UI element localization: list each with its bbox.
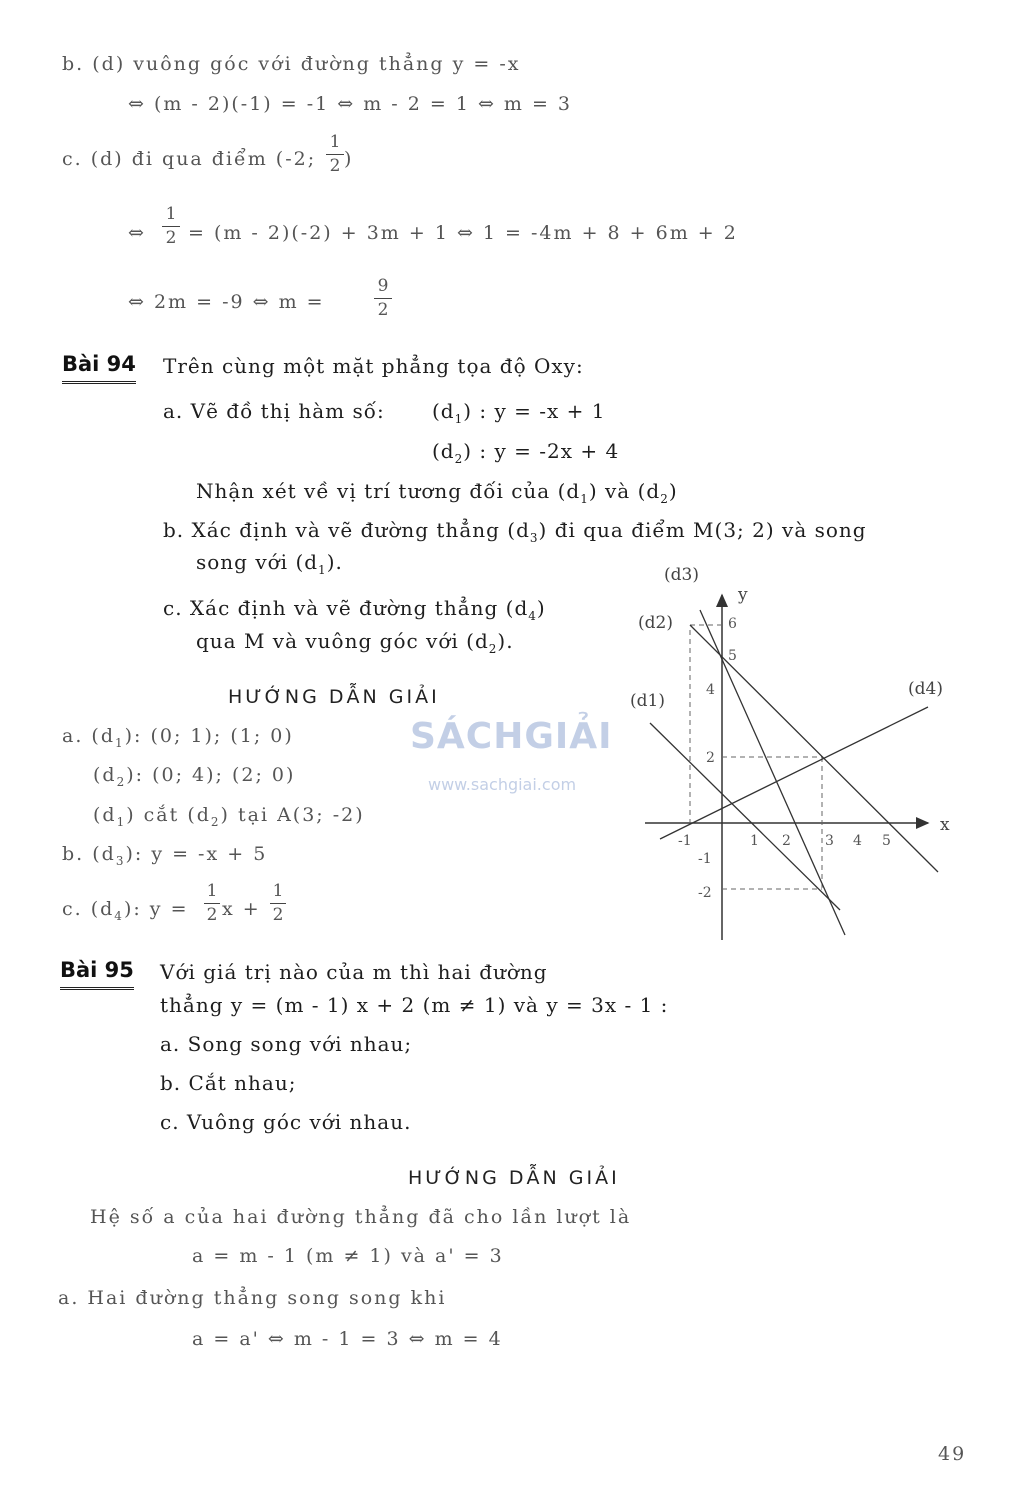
fraction: 1 2 — [204, 883, 220, 924]
function-d1: $(d_1)$ : y = -x + 1 — [432, 399, 606, 426]
exercise-text: a. Song song với nhau; — [160, 1032, 413, 1056]
y-tick: 4 — [706, 682, 715, 698]
solution-line: $(d_2)$: (0; 4); (2; 0) — [93, 764, 296, 789]
equation-line: ⇔ (m - 2)(-1) = -1 ⇔ m - 2 = 1 ⇔ m = 3 — [128, 93, 573, 115]
y-tick: 2 — [706, 750, 715, 766]
text-line: c. (d) đi qua điểm (-2; — [62, 148, 317, 170]
exercise-label: Bài 94 — [62, 352, 136, 376]
exercise-text: a. Vẽ đồ thị hàm số: — [163, 399, 385, 423]
exercise-text: Trên cùng một mặt phẳng tọa độ Oxy: — [163, 354, 584, 378]
y-tick: -2 — [698, 885, 712, 901]
coordinate-graph — [620, 560, 960, 950]
solution-line: c. $(d_4)$: y = — [62, 898, 189, 923]
x-tick: 1 — [750, 833, 759, 849]
x-tick: 4 — [853, 833, 862, 849]
solution-line: x + — [222, 898, 261, 920]
x-tick: 5 — [882, 833, 891, 849]
exercise-label: Bài 95 — [60, 958, 134, 982]
x-tick: -1 — [678, 833, 692, 849]
text-line: ) — [344, 148, 354, 170]
solution-line: a. Hai đường thẳng song song khi — [58, 1287, 447, 1309]
x-tick: 2 — [782, 833, 791, 849]
line-d1 — [650, 723, 840, 910]
solution-line: a. $(d_1)$: (0; 1); (1; 0) — [62, 725, 294, 750]
watermark-url: www.sachgiai.com — [428, 775, 577, 794]
fraction: 1 2 — [326, 134, 344, 175]
equation-line: = (m - 2)(-2) + 3m + 1 ⇔ 1 = -4m + 8 + 6m + 2 — [188, 222, 738, 244]
label-d4: (d4) — [908, 679, 943, 699]
exercise-text: b. Cắt nhau; — [160, 1071, 297, 1095]
exercise-text: Với giá trị nào của m thì hai đường — [160, 960, 548, 984]
section-heading: HƯỚNG DẪN GIẢI — [228, 686, 440, 708]
x-tick: 3 — [825, 833, 834, 849]
watermark-logo: SÁCHGIẢI — [410, 716, 613, 757]
y-tick: 6 — [728, 616, 737, 632]
label-d3: (d3) — [664, 565, 699, 585]
exercise-text: thẳng y = (m - 1) x + 2 (m ≠ 1) và y = 3x - 1 : — [160, 993, 669, 1017]
page-number: 49 — [938, 1443, 967, 1465]
exercise-text: b. Xác định và vẽ đường thẳng $(d_3)$ đi qua điểm M(3; 2) và song — [163, 518, 867, 545]
y-tick: -1 — [698, 851, 712, 867]
exercise-text: Nhận xét về vị trí tương đối của $(d_1)$ và $(d_2)$ — [196, 479, 678, 506]
y-tick: 5 — [728, 648, 737, 664]
fraction: 9 2 — [374, 278, 392, 319]
fraction: 1 2 — [270, 883, 286, 924]
section-heading: HƯỚNG DẪN GIẢI — [408, 1167, 620, 1189]
solution-line: a = a' ⇔ m - 1 = 3 ⇔ m = 4 — [192, 1328, 503, 1350]
axis-x-label: x — [940, 815, 950, 835]
solution-line: Hệ số a của hai đường thẳng đã cho lần lượt là — [90, 1206, 632, 1228]
exercise-text: song với $(d_1)$. — [196, 550, 343, 577]
solution-line: a = m - 1 (m ≠ 1) và a' = 3 — [192, 1245, 504, 1267]
equation-line: ⇔ — [128, 222, 146, 244]
exercise-text: qua M và vuông góc với $(d_2)$. — [196, 629, 514, 656]
fraction: 1 2 — [162, 206, 180, 247]
solution-line: $(d_1)$ cắt $(d_2)$ tại A(3; -2) — [93, 804, 365, 829]
solution-line: b. $(d_3)$: y = -x + 5 — [62, 843, 268, 868]
exercise-text: c. Xác định và vẽ đường thẳng $(d_4)$ — [163, 596, 546, 623]
function-d2: $(d_2)$ : y = -2x + 4 — [432, 439, 620, 466]
equation-line: ⇔ 2m = -9 ⇔ m = — [128, 291, 325, 313]
exercise-text: c. Vuông góc với nhau. — [160, 1110, 412, 1134]
label-d1: (d1) — [630, 691, 665, 711]
axis-y-label: y — [738, 585, 748, 605]
label-d2: (d2) — [638, 613, 673, 633]
text-line: b. (d) vuông góc với đường thẳng y = -x — [62, 53, 521, 75]
